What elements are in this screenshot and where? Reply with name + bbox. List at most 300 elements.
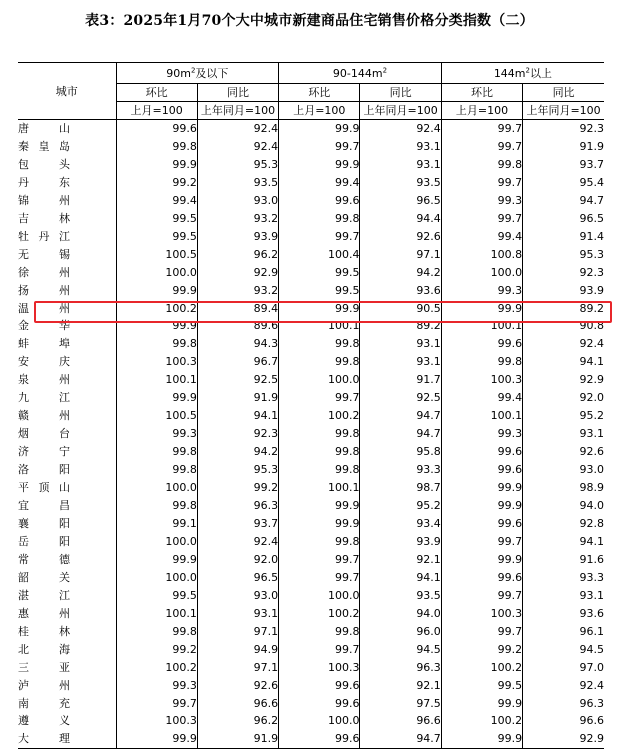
table-row [18, 317, 604, 335]
index-value: 100.0 [116, 479, 197, 497]
base-header: 上年同月=100 [523, 102, 604, 120]
table-row [18, 335, 604, 353]
index-value: 99.6 [441, 515, 522, 533]
index-value: 93.5 [197, 174, 278, 192]
city-cell [18, 407, 116, 425]
index-value: 93.1 [360, 138, 441, 156]
index-value: 99.8 [279, 443, 360, 461]
city-cell [18, 210, 116, 228]
index-value: 93.0 [523, 461, 604, 479]
table-row [18, 300, 604, 318]
city-cell [18, 587, 116, 605]
table-row [18, 156, 604, 174]
table-row [18, 353, 604, 371]
index-value: 99.6 [441, 335, 522, 353]
index-value: 93.9 [523, 282, 604, 300]
index-value: 99.7 [441, 138, 522, 156]
table-row [18, 641, 604, 659]
group-header-large: $144m^2$以上 [441, 63, 604, 84]
index-value: 94.1 [360, 569, 441, 587]
table-row [18, 407, 604, 425]
index-value: 99.5 [279, 264, 360, 282]
index-value: 96.5 [523, 210, 604, 228]
index-value: 99.3 [116, 425, 197, 443]
index-value: 99.6 [279, 677, 360, 695]
city-name: 泸州 [18, 678, 70, 692]
city-cell [18, 551, 116, 569]
city-name: 常德 [18, 552, 70, 566]
city-name: 湛江 [18, 588, 70, 602]
index-value: 99.3 [441, 192, 522, 210]
city-cell [18, 317, 116, 335]
index-value: 92.5 [197, 371, 278, 389]
index-value: 93.7 [523, 156, 604, 174]
table-row [18, 246, 604, 264]
index-value: 93.9 [197, 228, 278, 246]
index-value: 99.8 [279, 533, 360, 551]
index-value: 92.5 [360, 389, 441, 407]
city-cell [18, 605, 116, 623]
city-cell [18, 335, 116, 353]
table-row [18, 497, 604, 515]
table-row [18, 623, 604, 641]
city-cell [18, 192, 116, 210]
base-header: 上月=100 [441, 102, 522, 120]
index-value: 95.3 [523, 246, 604, 264]
index-value: 93.1 [360, 353, 441, 371]
index-value: 92.9 [523, 730, 604, 748]
index-value: 93.0 [197, 587, 278, 605]
group-header-small: $90m^2$及以下 [116, 63, 279, 84]
index-value: 99.8 [279, 210, 360, 228]
index-value: 94.1 [523, 353, 604, 371]
index-value: 100.1 [441, 317, 522, 335]
index-value: 92.0 [523, 389, 604, 407]
index-value: 99.9 [441, 551, 522, 569]
sub-header-mom: 环比 [279, 84, 360, 102]
index-value: 99.9 [441, 300, 522, 318]
city-name: 洛阳 [18, 463, 70, 477]
sub-header-mom: 环比 [116, 84, 197, 102]
city-name: 桂林 [18, 624, 70, 638]
index-value: 99.6 [279, 730, 360, 748]
index-value: 99.9 [279, 156, 360, 174]
index-value: 100.0 [116, 533, 197, 551]
index-value: 99.6 [116, 120, 197, 138]
index-value: 94.1 [523, 533, 604, 551]
index-value: 99.5 [279, 282, 360, 300]
table-row [18, 551, 604, 569]
index-value: 93.3 [523, 569, 604, 587]
city-name: 安庆 [18, 355, 70, 369]
index-value: 95.4 [523, 174, 604, 192]
city-name: 济宁 [18, 445, 70, 459]
index-value: 99.9 [116, 551, 197, 569]
index-value: 99.9 [441, 497, 522, 515]
table-row [18, 174, 604, 192]
index-value: 100.2 [116, 300, 197, 318]
index-value: 91.9 [197, 389, 278, 407]
index-value: 99.8 [279, 335, 360, 353]
index-value: 94.7 [360, 407, 441, 425]
table-row [18, 533, 604, 551]
index-value: 99.3 [116, 677, 197, 695]
city-name: 金华 [18, 319, 70, 333]
index-value: 94.7 [360, 425, 441, 443]
index-value: 96.5 [197, 569, 278, 587]
index-value: 100.0 [441, 264, 522, 282]
index-value: 99.7 [116, 695, 197, 713]
base-header: 上月=100 [116, 102, 197, 120]
index-value: 99.8 [279, 425, 360, 443]
index-value: 94.7 [360, 730, 441, 748]
index-value: 94.2 [360, 264, 441, 282]
index-value: 99.7 [441, 120, 522, 138]
index-value: 93.6 [360, 282, 441, 300]
index-value: 94.2 [197, 443, 278, 461]
index-value: 92.9 [523, 371, 604, 389]
table-row [18, 712, 604, 730]
index-value: 99.8 [116, 335, 197, 353]
index-value: 100.1 [116, 605, 197, 623]
index-value: 92.0 [197, 551, 278, 569]
index-value: 99.9 [279, 515, 360, 533]
index-value: 96.3 [523, 695, 604, 713]
index-value: 99.7 [279, 389, 360, 407]
index-value: 96.6 [197, 695, 278, 713]
index-value: 93.4 [360, 515, 441, 533]
table-row [18, 192, 604, 210]
table-row [18, 695, 604, 713]
city-name: 扬州 [18, 283, 70, 297]
table-row [18, 461, 604, 479]
index-value: 99.8 [116, 443, 197, 461]
city-name: 包头 [18, 157, 70, 171]
group-header-medium: $90-144m^2$ [279, 63, 442, 84]
table-row [18, 677, 604, 695]
index-value: 95.8 [360, 443, 441, 461]
city-cell [18, 443, 116, 461]
index-value: 93.3 [360, 461, 441, 479]
index-value: 92.4 [197, 533, 278, 551]
index-value: 94.7 [523, 192, 604, 210]
index-value: 99.8 [441, 156, 522, 174]
index-value: 99.6 [279, 192, 360, 210]
index-value: 99.6 [441, 443, 522, 461]
index-value: 99.8 [116, 497, 197, 515]
city-cell [18, 515, 116, 533]
index-value: 92.4 [197, 138, 278, 156]
city-cell [18, 479, 116, 497]
table-row [18, 371, 604, 389]
index-value: 99.7 [279, 138, 360, 156]
index-value: 100.0 [279, 371, 360, 389]
city-name: 南充 [18, 696, 70, 710]
table-row [18, 659, 604, 677]
city-cell [18, 712, 116, 730]
index-value: 94.5 [523, 641, 604, 659]
index-value: 94.4 [360, 210, 441, 228]
index-value: 100.2 [441, 712, 522, 730]
city-cell [18, 156, 116, 174]
index-value: 96.5 [360, 192, 441, 210]
index-value: 100.0 [116, 264, 197, 282]
index-value: 100.2 [279, 605, 360, 623]
index-value: 99.9 [441, 730, 522, 748]
city-name: 平顶山 [18, 481, 70, 495]
index-value: 100.3 [441, 371, 522, 389]
table-row [18, 425, 604, 443]
table-row [18, 587, 604, 605]
index-value: 94.0 [360, 605, 441, 623]
index-value: 99.7 [441, 210, 522, 228]
index-value: 99.9 [116, 389, 197, 407]
index-value: 93.0 [197, 192, 278, 210]
index-value: 99.4 [279, 174, 360, 192]
table-row [18, 443, 604, 461]
index-value: 93.9 [360, 533, 441, 551]
index-value: 99.4 [116, 192, 197, 210]
index-value: 96.3 [197, 497, 278, 515]
index-value: 95.3 [197, 156, 278, 174]
index-value: 100.4 [279, 246, 360, 264]
table-row [18, 228, 604, 246]
city-cell [18, 659, 116, 677]
index-value: 100.0 [116, 569, 197, 587]
index-value: 99.9 [279, 300, 360, 318]
index-value: 100.3 [116, 353, 197, 371]
city-cell [18, 461, 116, 479]
index-value: 99.8 [279, 623, 360, 641]
index-value: 92.4 [523, 677, 604, 695]
index-value: 99.6 [441, 569, 522, 587]
city-cell [18, 497, 116, 515]
table-row [18, 210, 604, 228]
base-header: 上年同月=100 [360, 102, 441, 120]
index-value: 91.4 [523, 228, 604, 246]
table-row [18, 479, 604, 497]
index-value: 91.7 [360, 371, 441, 389]
city-name: 唐山 [18, 122, 70, 135]
index-value: 91.9 [523, 138, 604, 156]
index-value: 99.2 [441, 641, 522, 659]
index-value: 92.6 [197, 677, 278, 695]
base-header: 上月=100 [279, 102, 360, 120]
city-cell [18, 389, 116, 407]
index-value: 92.9 [197, 264, 278, 282]
index-value: 93.1 [360, 335, 441, 353]
city-cell [18, 677, 116, 695]
city-cell [18, 569, 116, 587]
city-name: 蚌埠 [18, 337, 70, 351]
index-value: 98.7 [360, 479, 441, 497]
city-name: 锦州 [18, 193, 70, 207]
city-name: 牡丹江 [18, 229, 70, 243]
city-name: 惠州 [18, 606, 70, 620]
index-value: 94.3 [197, 335, 278, 353]
table-title: 表3：2025年1月70个大中城市新建商品住宅销售价格分类指数（二） [85, 13, 534, 29]
index-value: 95.2 [523, 407, 604, 425]
sub-header-yoy: 同比 [523, 84, 604, 102]
index-value: 99.2 [116, 174, 197, 192]
index-value: 93.7 [197, 515, 278, 533]
index-value: 99.7 [441, 533, 522, 551]
index-value: 92.1 [360, 551, 441, 569]
index-value: 89.4 [197, 300, 278, 318]
price-index-table [18, 62, 604, 749]
index-value: 97.5 [360, 695, 441, 713]
city-cell [18, 228, 116, 246]
city-name: 宜昌 [18, 499, 70, 513]
index-value: 93.5 [360, 587, 441, 605]
city-cell [18, 264, 116, 282]
index-value: 92.3 [523, 264, 604, 282]
city-cell [18, 623, 116, 641]
city-name: 九江 [18, 391, 70, 405]
index-value: 99.3 [441, 425, 522, 443]
index-value: 99.8 [279, 461, 360, 479]
city-cell [18, 120, 116, 138]
index-value: 100.2 [441, 659, 522, 677]
index-value: 92.3 [197, 425, 278, 443]
city-cell [18, 138, 116, 156]
index-value: 99.3 [441, 282, 522, 300]
index-value: 93.2 [197, 282, 278, 300]
index-value: 96.2 [197, 246, 278, 264]
table-row [18, 264, 604, 282]
index-value: 97.1 [197, 659, 278, 677]
city-name: 韶关 [18, 570, 70, 584]
table-row [18, 282, 604, 300]
index-value: 93.6 [523, 605, 604, 623]
index-value: 95.2 [360, 497, 441, 515]
city-column-header: 城市 [18, 63, 116, 120]
index-value: 99.5 [441, 677, 522, 695]
table-row [18, 120, 604, 138]
city-name: 大理 [18, 732, 70, 746]
city-cell [18, 533, 116, 551]
city-name: 北海 [18, 642, 70, 656]
index-value: 100.3 [279, 659, 360, 677]
index-value: 93.1 [523, 587, 604, 605]
table-row [18, 569, 604, 587]
index-value: 94.1 [197, 407, 278, 425]
index-value: 92.4 [197, 120, 278, 138]
table-row [18, 730, 604, 748]
index-value: 99.8 [116, 138, 197, 156]
sub-header-yoy: 同比 [360, 84, 441, 102]
index-value: 96.0 [360, 623, 441, 641]
index-value: 93.5 [360, 174, 441, 192]
city-cell [18, 371, 116, 389]
city-name: 岳阳 [18, 534, 70, 548]
table-body [18, 120, 604, 749]
table-row [18, 515, 604, 533]
index-value: 100.5 [116, 407, 197, 425]
index-value: 99.9 [279, 120, 360, 138]
index-value: 92.3 [523, 120, 604, 138]
index-value: 99.9 [441, 695, 522, 713]
index-value: 93.1 [197, 605, 278, 623]
index-value: 96.1 [523, 623, 604, 641]
index-value: 89.2 [360, 317, 441, 335]
index-value: 94.5 [360, 641, 441, 659]
index-value: 97.1 [360, 246, 441, 264]
index-value: 100.3 [116, 712, 197, 730]
city-name: 烟台 [18, 427, 70, 441]
index-value: 93.1 [523, 425, 604, 443]
index-value: 93.2 [197, 210, 278, 228]
index-value: 99.7 [441, 587, 522, 605]
index-value: 99.6 [441, 461, 522, 479]
index-value: 90.5 [360, 300, 441, 318]
city-name: 吉林 [18, 211, 70, 225]
index-value: 99.5 [116, 228, 197, 246]
index-value: 94.9 [197, 641, 278, 659]
index-value: 90.8 [523, 317, 604, 335]
city-cell [18, 730, 116, 748]
index-value: 99.9 [116, 730, 197, 748]
index-value: 100.1 [279, 317, 360, 335]
base-header: 上年同月=100 [197, 102, 278, 120]
index-value: 96.3 [360, 659, 441, 677]
index-value: 100.2 [279, 407, 360, 425]
index-value: 100.5 [116, 246, 197, 264]
index-value: 89.6 [197, 317, 278, 335]
index-value: 99.4 [441, 389, 522, 407]
city-cell [18, 246, 116, 264]
city-name: 温州 [18, 301, 70, 315]
index-value: 99.8 [279, 353, 360, 371]
index-value: 89.2 [523, 300, 604, 318]
index-value: 93.1 [360, 156, 441, 174]
index-value: 99.2 [197, 479, 278, 497]
city-name: 三亚 [18, 660, 70, 674]
index-value: 92.4 [360, 120, 441, 138]
index-value: 99.8 [116, 623, 197, 641]
index-value: 100.8 [441, 246, 522, 264]
sub-header-mom: 环比 [441, 84, 522, 102]
index-value: 100.1 [116, 371, 197, 389]
index-value: 99.7 [279, 228, 360, 246]
index-value: 92.1 [360, 677, 441, 695]
index-value: 99.9 [116, 282, 197, 300]
index-value: 100.2 [116, 659, 197, 677]
index-value: 97.0 [523, 659, 604, 677]
index-value: 98.9 [523, 479, 604, 497]
city-name: 徐州 [18, 265, 70, 279]
index-value: 92.8 [523, 515, 604, 533]
table-row [18, 605, 604, 623]
index-value: 99.9 [116, 317, 197, 335]
index-value: 99.7 [279, 641, 360, 659]
index-value: 96.6 [360, 712, 441, 730]
index-value: 94.0 [523, 497, 604, 515]
index-value: 100.3 [441, 605, 522, 623]
index-value: 99.9 [441, 479, 522, 497]
city-cell [18, 282, 116, 300]
index-value: 95.3 [197, 461, 278, 479]
index-value: 91.9 [197, 730, 278, 748]
city-name: 无锡 [18, 247, 70, 261]
index-value: 99.1 [116, 515, 197, 533]
city-name: 赣州 [18, 409, 70, 423]
index-value: 99.5 [116, 587, 197, 605]
city-cell [18, 353, 116, 371]
index-value: 99.7 [279, 551, 360, 569]
index-value: 96.6 [523, 712, 604, 730]
index-value: 99.7 [279, 569, 360, 587]
